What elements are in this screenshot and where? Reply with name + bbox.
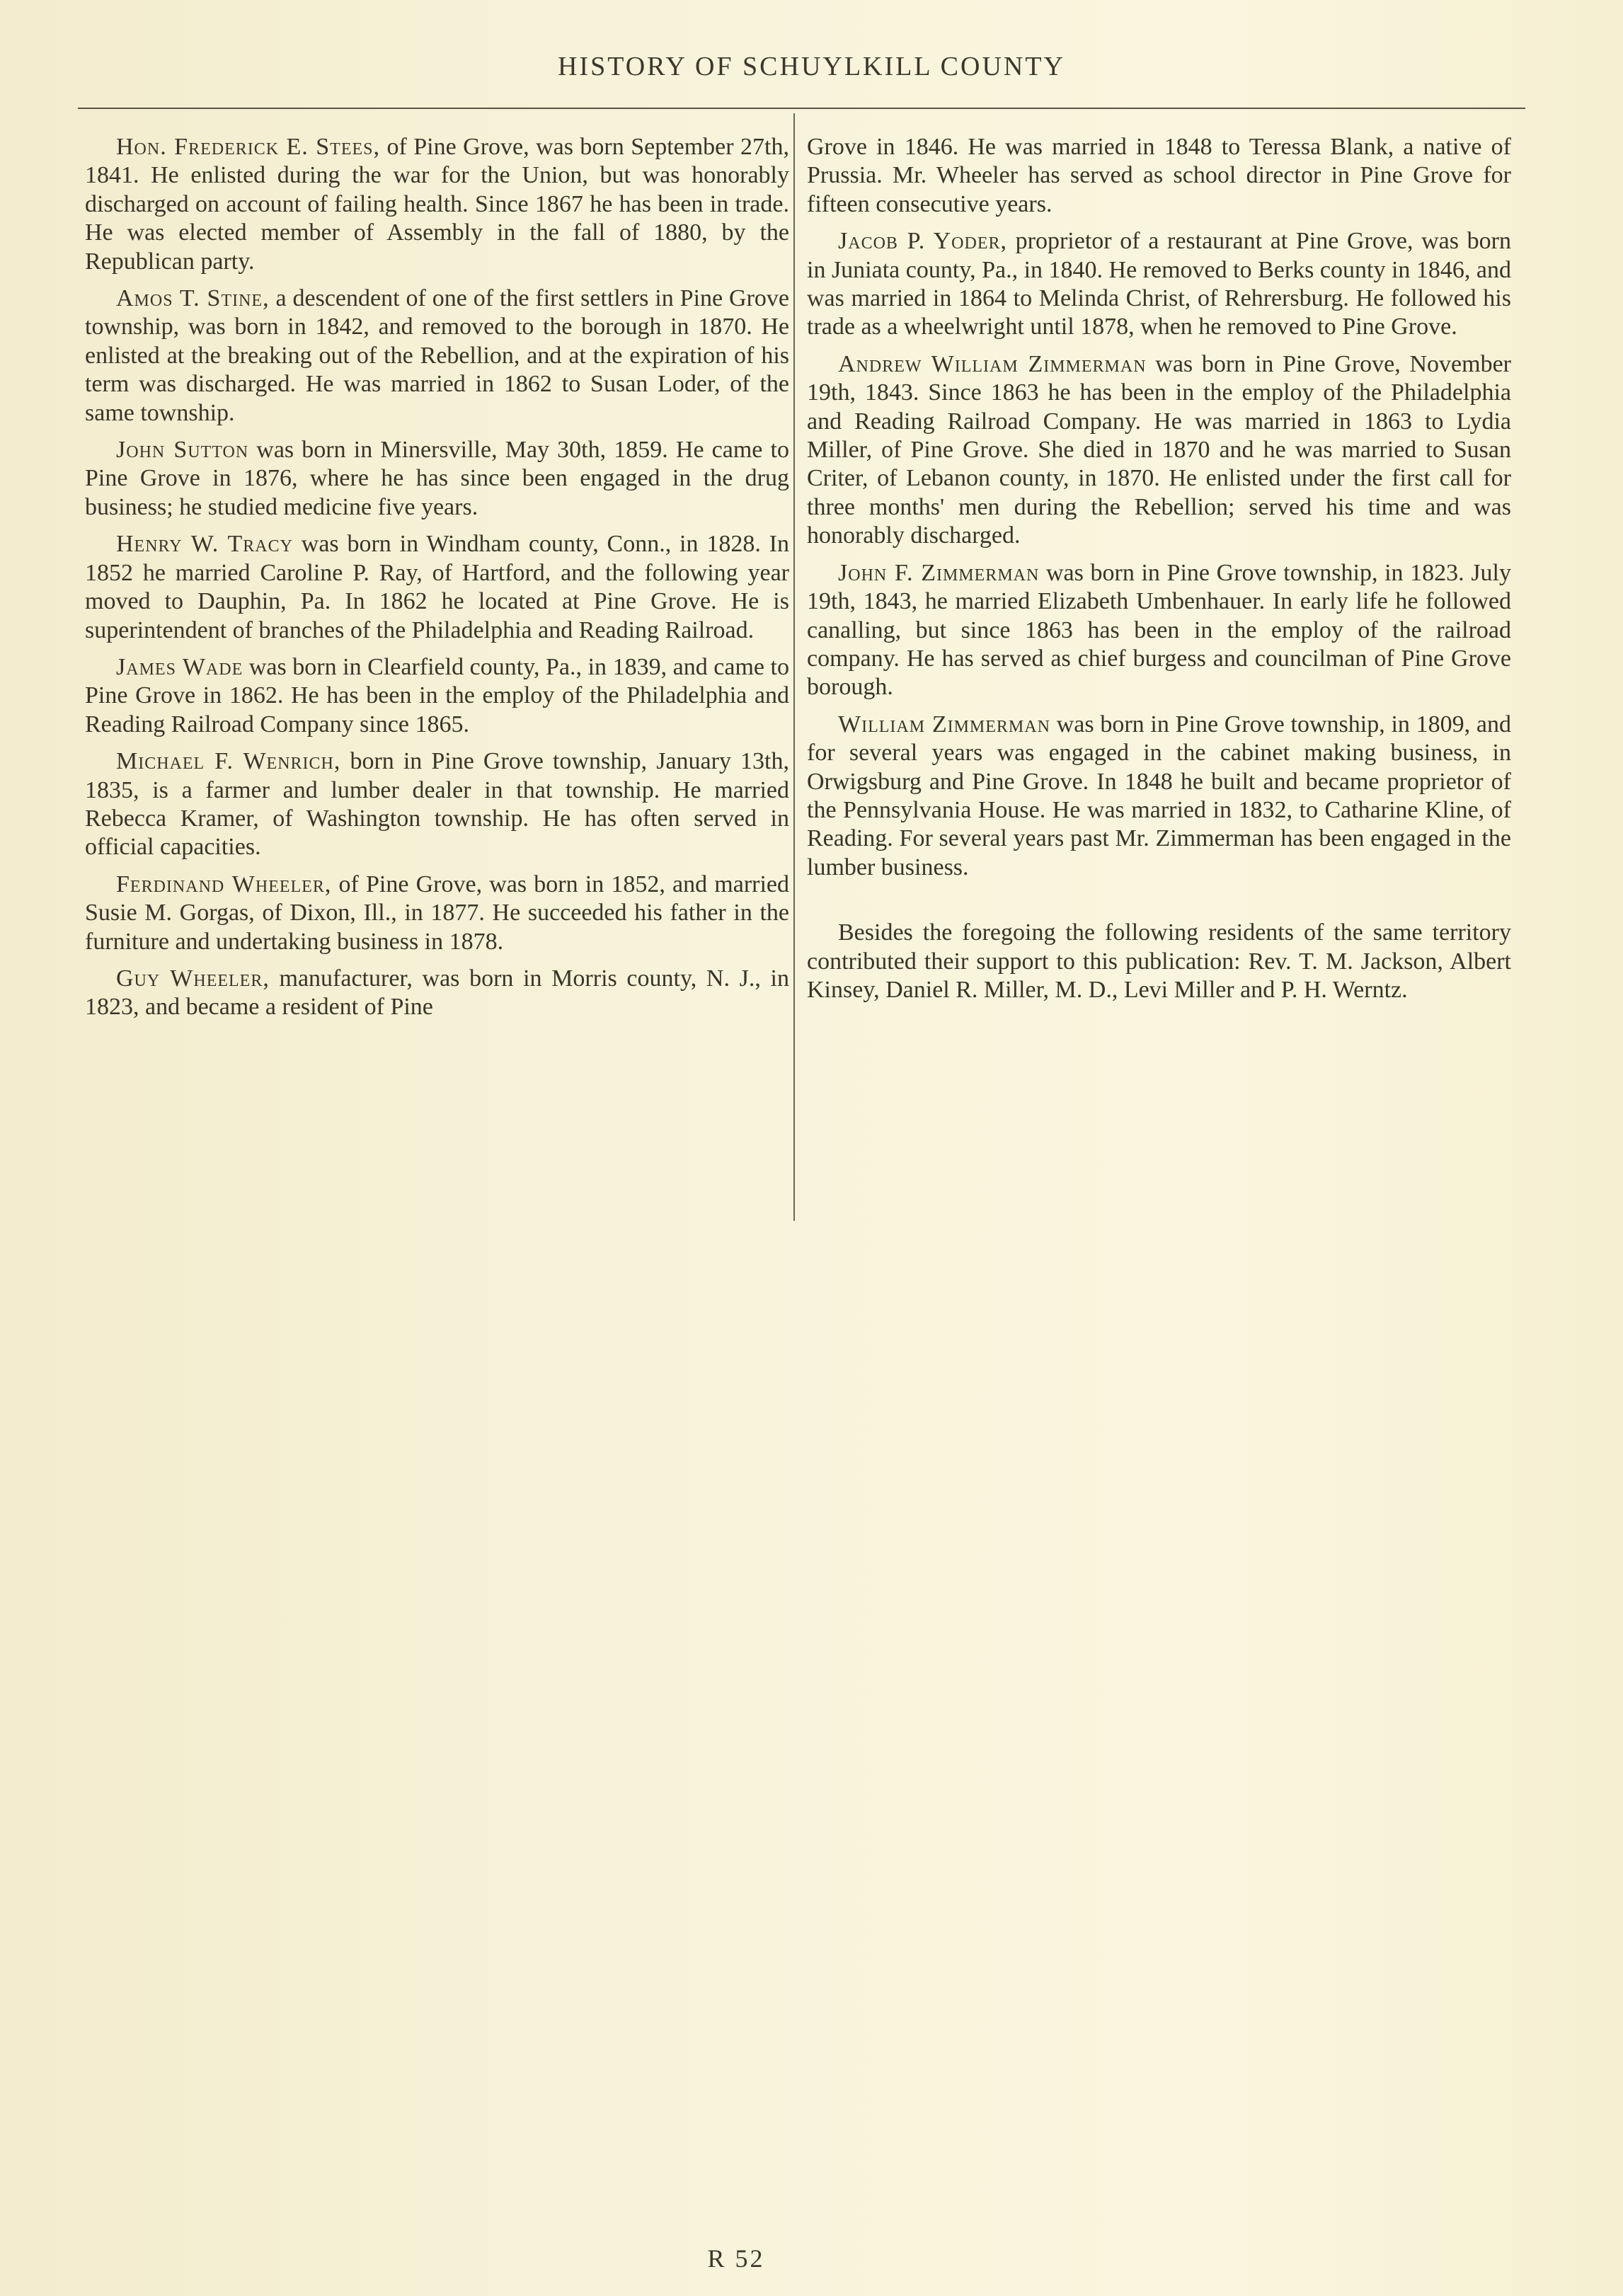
- entry-name: Henry W. Tracy: [116, 531, 293, 558]
- entry-text: was born in Minersville, May 30th, 1859. He came to Pine Grove in 1876, where he has since been engaged in the drug business; he studied medicine five years.: [85, 437, 789, 520]
- biography-entry: [807, 559, 1511, 702]
- continued-entry: Grove in 1846. He was married in 1848 to Teressa Blank, a native of Prussia. Mr. Wheeler has served as school director in Pine Grove for fifteen consecutive years.: [807, 134, 1511, 217]
- entry-text: of Pine Grove, was born September 27th, 1841. He enlisted during the war for the Union, but was honorably discharged on account of failing health. Since 1867 he has been in trade. He was elected member of Assembly in the fall of 1880, by the Republican party.: [85, 134, 789, 275]
- entry-text: was born in Pine Grove township, in 1809, and for several years was engaged in the cabinet making business, in Orwigsburg and Pine Grove. In 1848 he built and became proprietor of the Pennsylvania House. He was married in 1832, to Catharine Kline, of Reading. For several years past Mr. Zimmerman has been engaged in the lumber business.: [807, 711, 1511, 880]
- biography-entry: [807, 227, 1511, 342]
- header-rule: [78, 108, 1525, 109]
- biography-entry: [85, 133, 789, 276]
- entry-name: Hon. Frederick E. Stees,: [116, 134, 381, 160]
- entry-name: Michael F. Wenrich,: [116, 748, 341, 775]
- entry-text: born in Pine Grove township, January 13th, 1835, is a farmer and lumber dealer in that township. He married Rebecca Kramer, of Washington township. He has often served in official capacities.: [85, 748, 789, 861]
- entry-text: of Pine Grove, was born in 1852, and married Susie M. Gorgas, of Dixon, Ill., in 1877. He succeeded his father in the furniture and undertaking business in 1878.: [85, 871, 789, 955]
- left-column: [85, 133, 789, 1031]
- entry-text: was born in Windham county, Conn., in 1828. In 1852 he married Caroline P. Ray, of Hartford, and the following year moved to Dauphin, Pa. In 1862 he located at Pine Grove. He is superintendent of branches of the Philadelphia and Reading Railroad.: [85, 531, 789, 643]
- biography-entry: [85, 965, 789, 1022]
- biography-entry: [85, 285, 789, 427]
- entry-name: James Wade: [116, 653, 243, 680]
- biography-entry: [85, 747, 789, 862]
- entry-name: John Sutton: [116, 437, 249, 464]
- entry-name: Amos T. Stine,: [116, 285, 270, 312]
- entry-name: Andrew William Zimmerman: [838, 350, 1147, 377]
- biography-entry: [807, 711, 1511, 882]
- entry-text: was born in Pine Grove township, in 1823. July 19th, 1843, he married Elizabeth Umbenhauer. In early life he followed canalling, but since 1863 has been in the employ of the railroad company. He has served as chief burgess and councilman of Pine Grove borough.: [807, 559, 1512, 701]
- entry-text: manufacturer, was born in Morris county, N. J., in 1823, and became a resident of Pine: [85, 965, 789, 1021]
- biography-entry: [85, 436, 789, 522]
- biography-entry: [85, 653, 789, 739]
- entry-name: Jacob P. Yoder,: [838, 228, 1007, 255]
- entry-text: was born in Clearfield county, Pa., in 1839, and came to Pine Grove in 1862. He has been in the employ of the Philadelphia and Reading Railroad Company since 1865.: [85, 653, 790, 737]
- entry-name: Ferdinand Wheeler,: [116, 871, 332, 897]
- biography-entry: [807, 350, 1511, 551]
- biography-entry: [85, 871, 789, 956]
- biography-entry: [85, 530, 789, 645]
- page-folio: R 52: [707, 2244, 765, 2273]
- column-divider: [793, 113, 795, 1221]
- entry-text: proprietor of a restaurant at Pine Grove, was born in Juniata county, Pa., in 1840. He removed to Berks county in 1846, and was married in 1864 to Melinda Christ, of Rehrersburg. He followed his trade as a wheelwright until 1878, when he removed to Pine Grove.: [807, 228, 1511, 340]
- right-column: [807, 133, 1511, 1013]
- entry-text: a descendent of one of the first settlers in Pine Grove township, was born in 1842, and removed to the borough in 1870. He enlisted at the breaking out of the Rebellion, and at the expiration of his term was discharged. He was married in 1862 to Susan Loder, of the same township.: [85, 285, 789, 426]
- entry-name: Guy Wheeler,: [116, 965, 270, 992]
- entry-text: was born in Pine Grove, November 19th, 1843. Since 1863 he has been in the employ of the Philadelphia and Reading Railroad Company. He was married in 1863 to Lydia Miller, of Pine Grove. She died in 1870 and he was married to Susan Criter, of Lebanon county, in 1870. He enlisted under the first call for three months' men during the Rebellion; served his time and was honorably discharged.: [807, 350, 1511, 549]
- running-head: HISTORY OF SCHUYLKILL COUNTY: [557, 52, 1065, 81]
- entry-name: William Zimmerman: [838, 711, 1050, 737]
- entry-name: John F. Zimmerman: [838, 559, 1040, 586]
- closing-note: Besides the foregoing the following residents of the same territory contributed their support to this publication: Rev. T. M. Jackson, Albert Kinsey, Daniel R. Miller, M. D., Levi Miller and P. H. Werntz.: [807, 919, 1511, 1003]
